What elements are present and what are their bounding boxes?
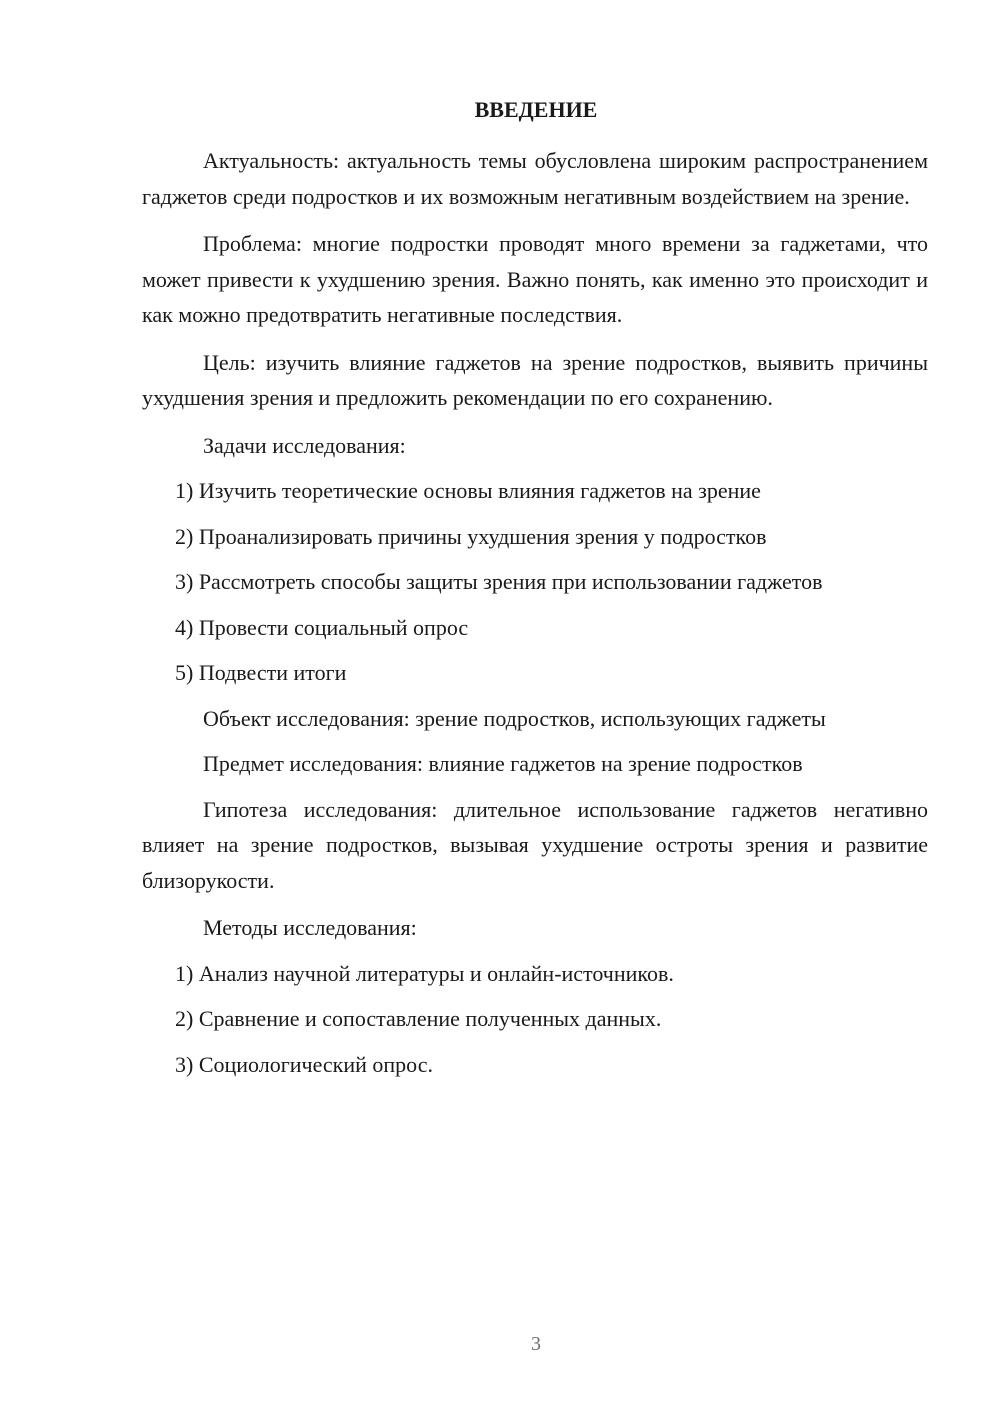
- tasks-list: [142, 473, 928, 691]
- list-item: 3) Рассмотреть способы защиты зрения при использовании гаджетов: [175, 569, 823, 594]
- subject-line: Предмет исследования: влияние гаджетов на зрение подростков: [203, 751, 803, 776]
- list-item: 2) Проанализировать причины ухудшения зрения у подростков: [175, 523, 767, 549]
- list-item: 5) Подвести итоги: [175, 660, 347, 685]
- list-item: 1) Анализ научной литературы и онлайн-источников.: [175, 960, 674, 986]
- tasks-heading: Задачи исследования:: [203, 432, 406, 458]
- problem-paragraph: Проблема: многие подростки проводят много времени за гаджетами, что может привести к ухудшению зрения. Важно понять, как именно это происходит и как можно предотвратить негативные последствия.: [142, 231, 928, 327]
- page-number: 3: [531, 1333, 541, 1355]
- document-body: [142, 143, 928, 1092]
- page-title: ВВЕДЕНИЕ: [474, 97, 598, 122]
- methods-list: [142, 956, 928, 1083]
- object-line: Объект исследования: зрение подростков, использующих гаджеты: [203, 705, 826, 731]
- list-item: 4) Провести социальный опрос: [175, 614, 469, 640]
- relevance-paragraph: Актуальность: актуальность темы обусловлена широким распространением гаджетов среди подростков и их возможным негативным воздействием на зрение.: [142, 148, 928, 209]
- methods-heading: Методы исследования:: [203, 915, 417, 940]
- list-item: 2) Сравнение и сопоставление полученных данных.: [175, 1006, 662, 1031]
- list-item: 1) Изучить теоретические основы влияния гаджетов на зрение: [175, 478, 761, 503]
- hypothesis-paragraph: Гипотеза исследования: длительное использование гаджетов негативно влияет на зрение подростков, вызывая ухудшение остроты зрения и развитие близорукости.: [142, 796, 928, 893]
- goal-paragraph: Цель: изучить влияние гаджетов на зрение подростков, выявить причины ухудшения зрения и предложить рекомендации по его сохранению.: [142, 349, 928, 410]
- list-item: 3) Социологический опрос.: [175, 1051, 433, 1077]
